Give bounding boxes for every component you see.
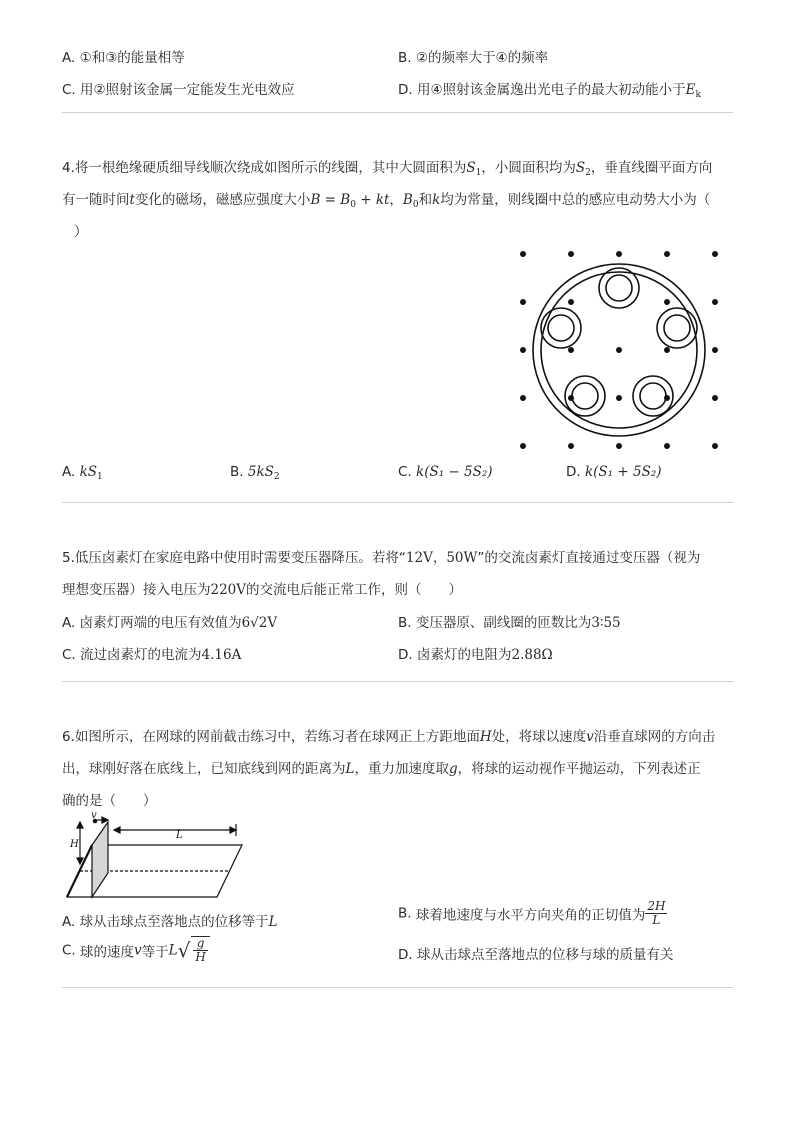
q3-option-d: D. 用④照射该金属逸出光电子的最大初动能小于$E_k$: [398, 82, 701, 100]
q4-option-c: C. k(S₁ − 5S₂): [398, 464, 493, 480]
q4-stem-line3: ）: [74, 224, 88, 240]
q6-option-a: A. 球从击球点至落地点的位移等于L: [62, 914, 278, 930]
q5-option-b: B. 变压器原、副线圈的匝数比为3∶55: [398, 615, 621, 631]
q3-option-c: C. 用②照射该金属一定能发生光电效应: [62, 82, 295, 98]
q4-coil-figure: [505, 240, 735, 460]
label-l: L: [176, 830, 183, 841]
q4-option-b: B. $5kS_2$: [230, 464, 280, 482]
q5-option-c: C. 流过卤素灯的电流为4.16A: [62, 647, 242, 663]
q4-stem-line1: 4.将一根绝缘硬质细导线顺次绕成如图所示的线圈，其中大圆面积为$S_1$，小圆面积均为$S_2$，垂直线圈平面方向: [62, 160, 713, 178]
sqrt-sign: √: [177, 938, 191, 963]
q6-stem-line1: 6.如图所示，在网球的网前截击练习中，若练习者在球网正上方距地面H处，将球以速度v沿垂直球网的方向击: [62, 729, 716, 745]
divider: [62, 987, 733, 988]
q4-option-d: D. k(S₁ + 5S₂): [566, 464, 662, 480]
magnetic-field-dots: [520, 251, 718, 449]
label-h: H: [70, 839, 79, 850]
fraction-2h-over-l: $\frac{2H}{L}$: [647, 899, 666, 927]
q6-option-b: B. 球着地速度与水平方向夹角的正切值为 $\frac{2H}{L}$: [398, 899, 666, 927]
q6-stem-line2: 出，球刚好落在底线上，已知底线到网的距离为L，重力加速度取g，将球的运动视作平抛运动，下列表述正: [62, 761, 701, 777]
q6-court-figure: [62, 812, 246, 906]
sqrt-body: $\frac{g}{H}$: [191, 936, 209, 964]
divider: [62, 681, 733, 682]
q6-stem-line3: 确的是（ ）: [62, 793, 157, 809]
q5-stem-line2: 理想变压器）接入电压为220V的交流电后能正常工作，则（ ）: [62, 582, 463, 598]
q5-option-a: A. 卤素灯两端的电压有效值为6√2V: [62, 615, 278, 631]
q6-option-c: C. 球的速度v等于L√ $\frac{g}{H}$: [62, 936, 210, 964]
q5-stem-line1: 5.低压卤素灯在家庭电路中使用时需要变压器降压。若将“12V，50W”的交流卤素灯直接通过变压器（视为: [62, 550, 701, 566]
divider: [62, 502, 733, 503]
divider: [62, 112, 733, 113]
q6-option-d: D. 球从击球点至落地点的位移与球的质量有关: [398, 947, 674, 963]
net: [92, 822, 108, 897]
q5-option-d: D. 卤素灯的电阻为2.88Ω: [398, 647, 553, 663]
q4-stem-line2: 有一随时间t变化的磁场，磁感应强度大小$B = B_0$ + kt，$B_0$和k均为常量，则线圈中总的感应电动势大小为（: [62, 192, 711, 210]
label-v: v: [91, 812, 97, 821]
q3-option-a: A. ①和③的能量相等: [62, 50, 185, 66]
q3-option-b: B. ②的频率大于④的频率: [398, 50, 549, 66]
q4-option-a: A. $kS_1$: [62, 464, 103, 482]
